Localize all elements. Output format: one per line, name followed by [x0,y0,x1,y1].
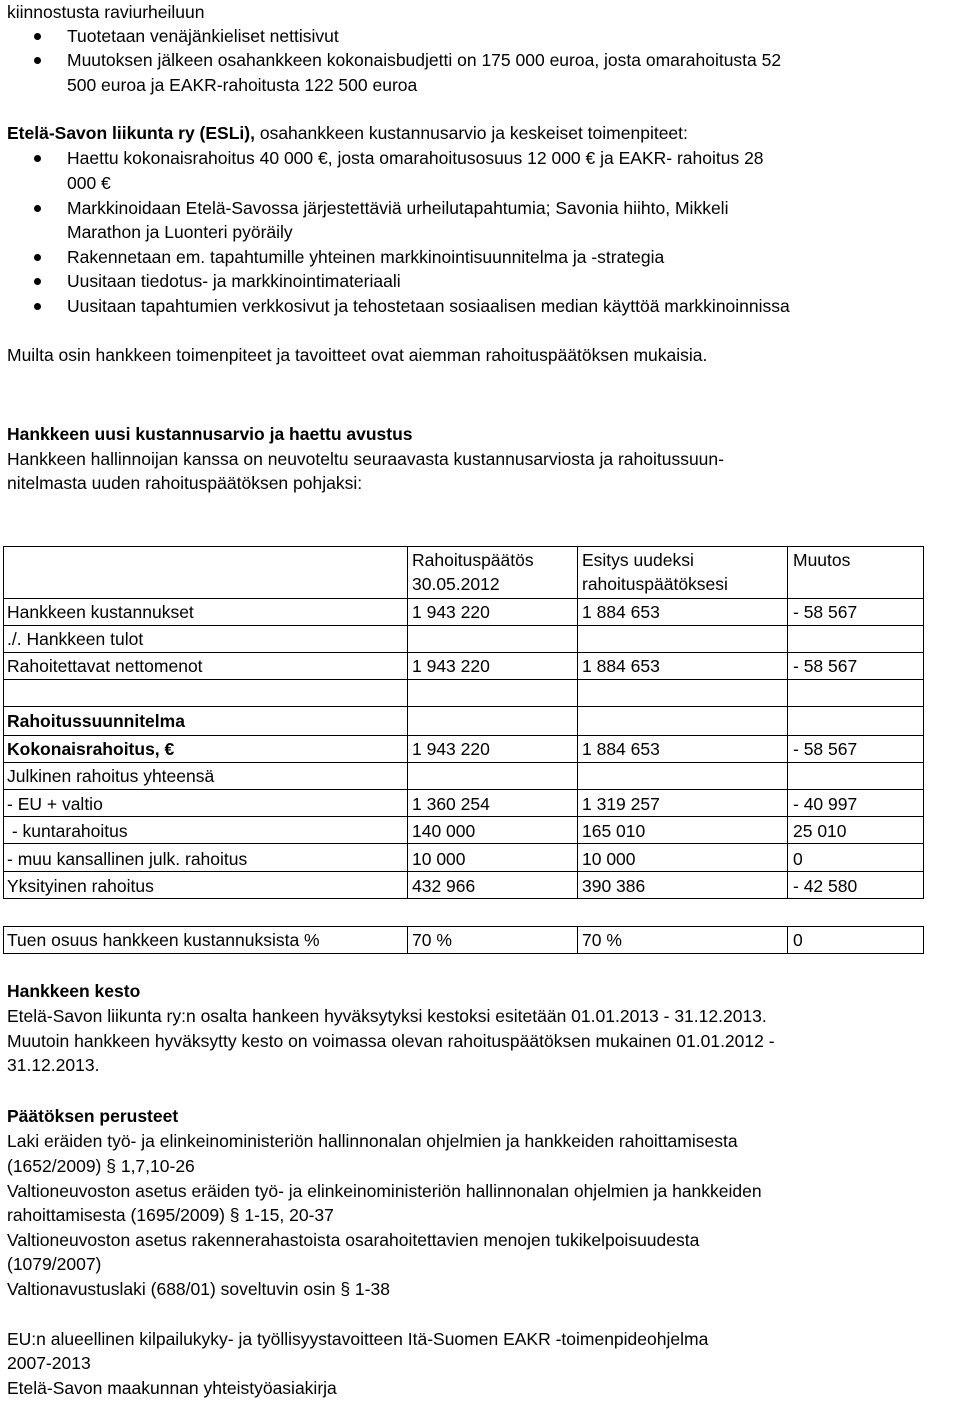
row-label: - EU + valtio [7,794,103,814]
cell-change: - 42 580 [793,876,858,896]
row-label: Hankkeen kustannukset [7,602,194,622]
cell-change: - 40 997 [793,794,858,814]
share-change: 0 [793,930,803,950]
col-header-proposal-line2: rahoituspäätöksesi [582,574,728,594]
perusteet-line: (1079/2007) [7,1254,102,1274]
perusteet-line: Valtioneuvoston asetus eräiden työ- ja elinkeinoministeriön hallinnonalan ohjelmien ja hankkeiden [7,1181,762,1201]
perusteet-line: Valtionavustuslaki (688/01) soveltuvin osin § 1-38 [7,1279,390,1299]
cell-change: 0 [793,849,803,869]
bullet-text-continuation: Marathon ja Luonteri pyöräily [67,222,293,242]
row-label: - kuntarahoitus [7,821,128,841]
bullet-text: Uusitaan tapahtumien verkkosivut ja tehostetaan sosiaalisen median käyttöä markkinoinnissa [67,296,790,316]
cell-change: - 58 567 [793,739,858,759]
perusteet-line: rahoittamisesta (1695/2009) § 1-15, 20-37 [7,1205,334,1225]
bullet-dot [34,254,41,261]
bullet-dot [34,205,41,212]
perusteet-line: Laki eräiden työ- ja elinkeinoministeriön hallinnonalan ohjelmien ja hankkeiden rahoittamisesta [7,1131,738,1151]
perusteet-heading: Päätöksen perusteet [7,1106,179,1126]
row-label: - muu kansallinen julk. rahoitus [7,849,248,869]
cell-proposal: 1 319 257 [582,794,660,814]
row-label-total: Kokonaisrahoitus, € [7,739,175,759]
bullet-dot [34,303,41,310]
kesto-line: 31.12.2013. [7,1055,100,1075]
bullet-text: Haettu kokonaisrahoitus 40 000 €, josta omarahoitusosuus 12 000 € ja EAKR- rahoitus 28 [67,148,764,168]
cell-proposal: 10 000 [582,849,636,869]
cell-current: 140 000 [412,821,476,841]
kesto-line: Etelä-Savon liikunta ry:n osalta hankeen hyväksytyksi kestoksi esitetään 01.01.2013 - 31.12.2013. [7,1006,767,1026]
footer-line: Etelä-Savon maakunnan yhteistyöasiakirja [7,1378,337,1398]
esli-intro-rest: osahankkeen kustannusarvio ja keskeiset toimenpiteet: [254,123,688,143]
bullet-text: Uusitaan tiedotus- ja markkinointimateriaali [67,271,401,291]
bullet-text: Muutoksen jälkeen osahankkeen kokonaisbudjetti on 175 000 euroa, josta omarahoitusta 52 [67,50,782,70]
bullet-text: Tuotetaan venäjänkieliset nettisivut [67,26,339,46]
budget-intro-line: nitelmasta uuden rahoituspäätöksen pohjaksi: [7,473,363,493]
cell-current: 1 943 220 [412,602,490,622]
cell-proposal: 1 884 653 [582,739,660,759]
cell-change: - 58 567 [793,602,858,622]
cell-current: 1 943 220 [412,739,490,759]
cell-change: 25 010 [793,821,847,841]
cell-current: 432 966 [412,876,476,896]
perusteet-line: Valtioneuvoston asetus rakennerahastoista osarahoitettavien menojen tukikelpoisuudesta [7,1230,700,1250]
share-label: Tuen osuus hankkeen kustannuksista % [7,930,320,950]
row-label: Julkinen rahoitus yhteensä [7,766,215,786]
bullet-text: Markkinoidaan Etelä-Savossa järjestettäviä urheilutapahtumia; Savonia hiihto, Mikkeli [67,198,729,218]
footer-line: EU:n alueellinen kilpailukyky- ja työllisyystavoitteen Itä-Suomen EAKR -toimenpideohjelma [7,1329,709,1349]
perusteet-line: (1652/2009) § 1,7,10-26 [7,1156,195,1176]
row-label: Yksityinen rahoitus [7,876,154,896]
bullet-dot [34,278,41,285]
esli-intro [7,122,688,144]
kesto-heading: Hankkeen kesto [7,981,141,1001]
row-label: Rahoitettavat nettomenot [7,656,203,676]
cell-proposal: 390 386 [582,876,646,896]
footer-line: 2007-2013 [7,1353,91,1373]
row-label-section: Rahoitussuunnitelma [7,711,185,731]
paragraph-muilta: Muilta osin hankkeen toimenpiteet ja tavoitteet ovat aiemman rahoituspäätöksen mukaisia. [7,345,708,365]
col-header-current: Rahoituspäätös [412,550,534,570]
cell-proposal: 1 884 653 [582,602,660,622]
cell-change: - 58 567 [793,656,858,676]
cell-current: 1 360 254 [412,794,490,814]
col-header-change: Muutos [793,550,851,570]
share-current: 70 % [412,930,452,950]
cell-proposal: 165 010 [582,821,646,841]
bullet-dot [34,33,41,40]
share-proposal: 70 % [582,930,622,950]
budget-intro-line: Hankkeen hallinnoijan kanssa on neuvoteltu seuraavasta kustannusarviosta ja rahoitussuun- [7,449,724,469]
bullet-text: Rakennetaan em. tapahtumille yhteinen markkinointisuunnitelma ja -strategia [67,247,665,267]
bullet-text-continuation: 500 euroa ja EAKR-rahoitusta 122 500 euroa [67,75,418,95]
bullet-dot [34,57,41,64]
text-line: kiinnostusta raviurheiluun [7,2,205,22]
budget-heading: Hankkeen uusi kustannusarvio ja haettu avustus [7,424,413,444]
cell-current: 1 943 220 [412,656,490,676]
col-header-proposal: Esitys uudeksi [582,550,694,570]
bullet-dot [34,155,41,162]
cell-proposal: 1 884 653 [582,656,660,676]
kesto-line: Muutoin hankkeen hyväksytty kesto on voimassa olevan rahoituspäätöksen mukainen 01.01.2012 - [7,1031,775,1051]
row-label: ./. Hankkeen tulot [7,629,144,649]
cell-current: 10 000 [412,849,466,869]
esli-org-name: Etelä-Savon liikunta ry (ESLi), [7,123,255,143]
col-header-current-date: 30.05.2012 [412,574,500,594]
bullet-text-continuation: 000 € [67,173,111,193]
